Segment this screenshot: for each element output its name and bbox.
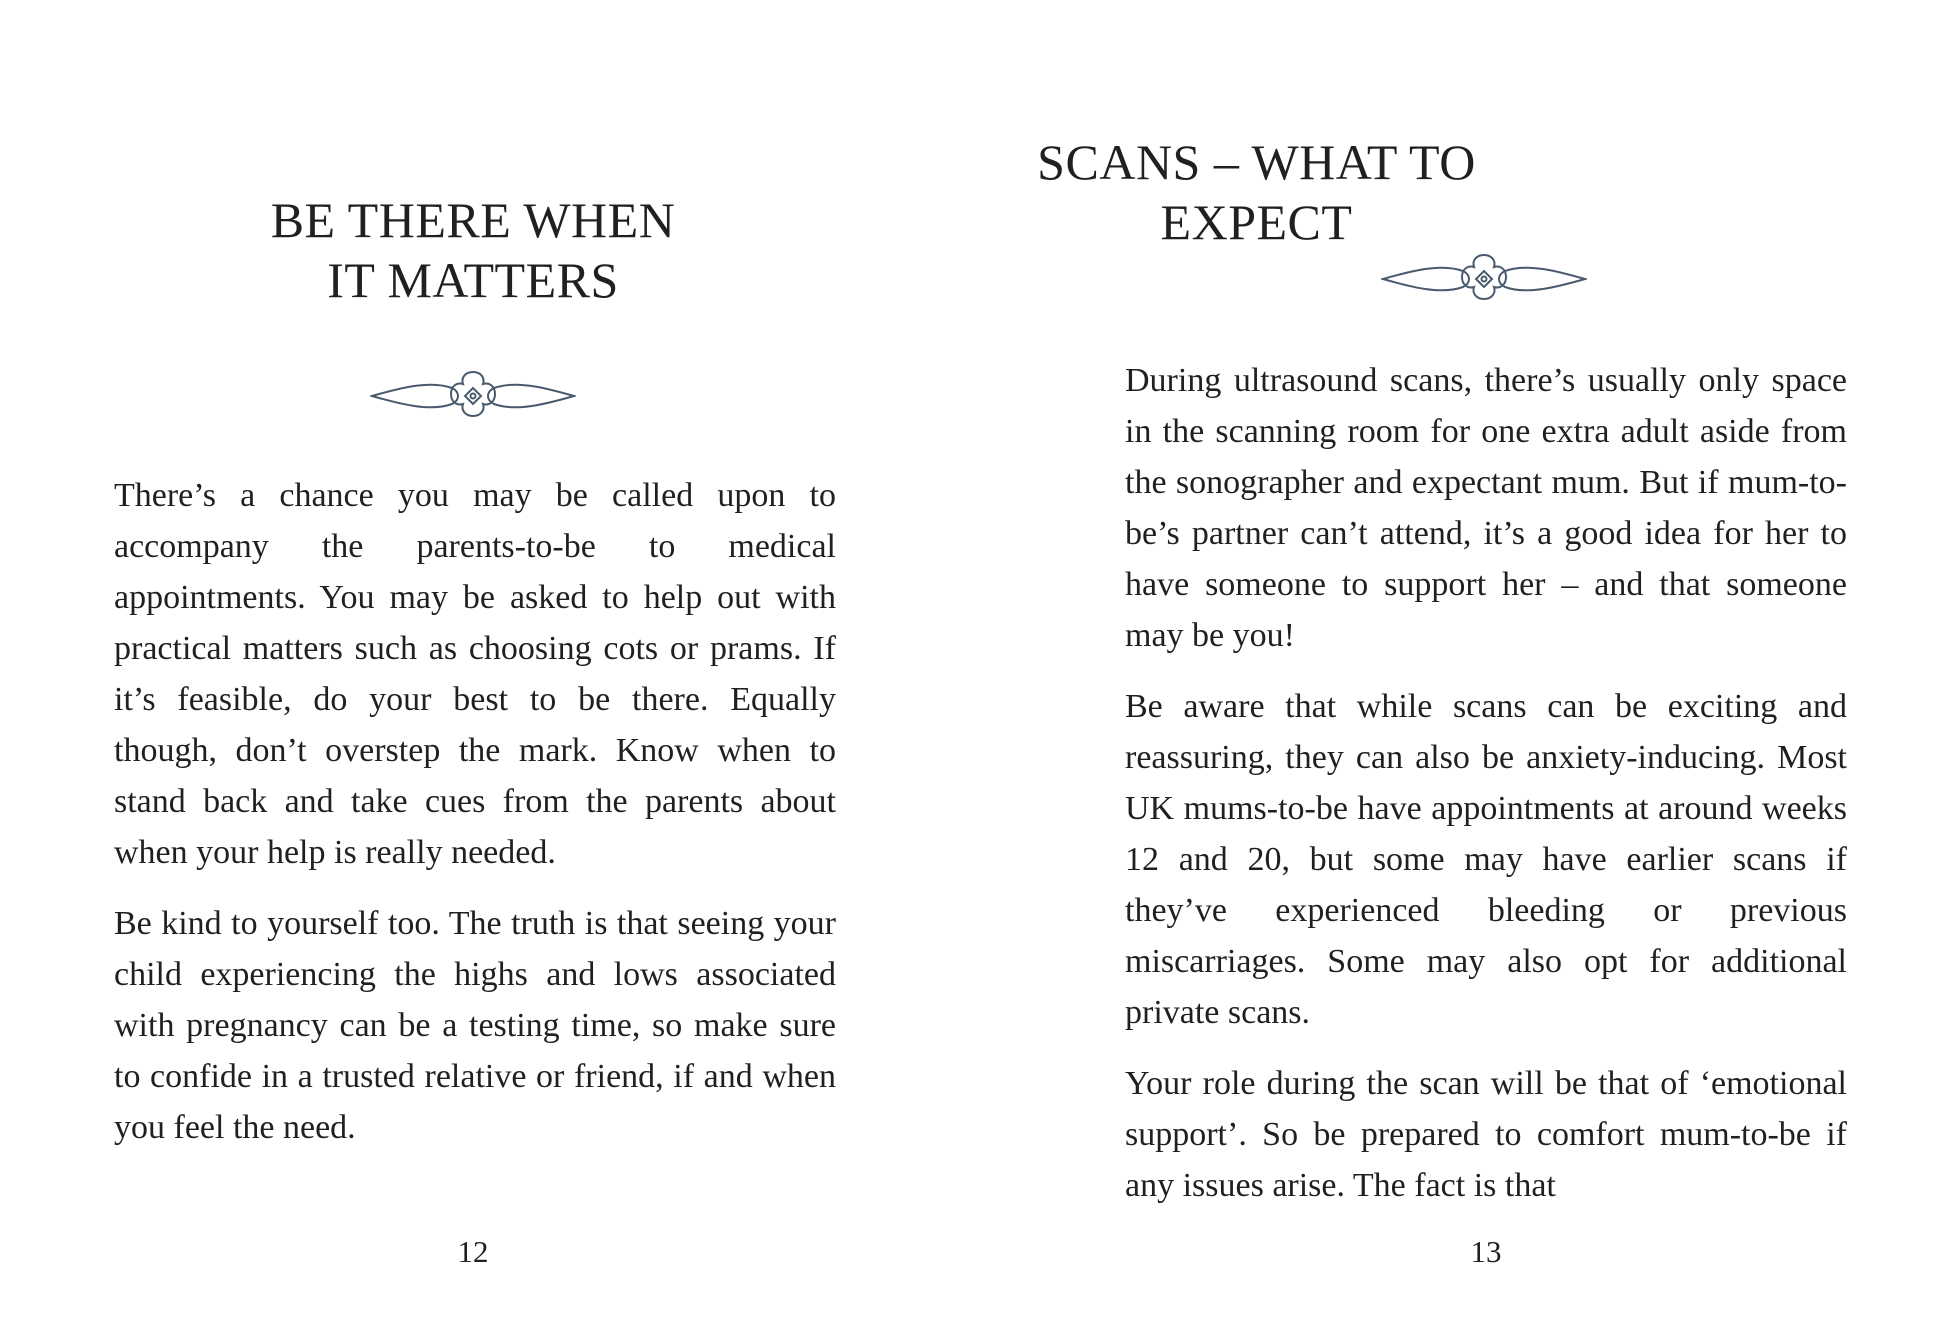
right-page	[973, 0, 1946, 1331]
page-number: 13	[1470, 1234, 1502, 1269]
page-heading: BE THERE WHEN IT MATTERS	[270, 192, 676, 308]
paragraph: Your role during the scan will be that of ‘emotional support’. So be prepared to comfort mum-to-be if any issues arise. The fact is that	[1125, 1065, 1847, 1204]
paragraph: During ultrasound scans, there’s usually only space in the scanning room for one extra adult aside from the sonographer and expectant mum. But if mum-to-be’s partner can’t attend, it’s a good idea for her to have someone to support her – and that someone may be you!	[1125, 362, 1847, 654]
paragraph: There’s a chance you may be called upon to accompany the parents-to-be to medical appointments. You may be asked to help out with practical matters such as choosing cots or prams. If it’s feasible, do your best to be there. Equally though, don’t overstep the mark. Know when to stand back and take cues from the parents about when your help is really needed.	[114, 477, 836, 871]
page-heading: SCANS – WHAT TO EXPECT	[1037, 134, 1476, 250]
page-number: 12	[457, 1234, 489, 1269]
body-text	[114, 470, 836, 1173]
floral-divider-icon	[370, 366, 576, 426]
body-text	[1125, 355, 1847, 1215]
paragraph: Be kind to yourself too. The truth is that seeing your child experiencing the highs and lows associated with pregnancy can be a testing time, so make sure to confide in a trusted relative or friend, if and when you feel the need.	[114, 905, 836, 1146]
paragraph: Be aware that while scans can be exciting and reassuring, they can also be anxiety-inducing. Most UK mums-to-be have appointments at around weeks 12 and 20, but some may have earlier scans if they’ve experienced bleeding or previous miscarriages. Some may also opt for additional private scans.	[1125, 688, 1847, 1031]
floral-divider-icon	[1381, 249, 1587, 309]
